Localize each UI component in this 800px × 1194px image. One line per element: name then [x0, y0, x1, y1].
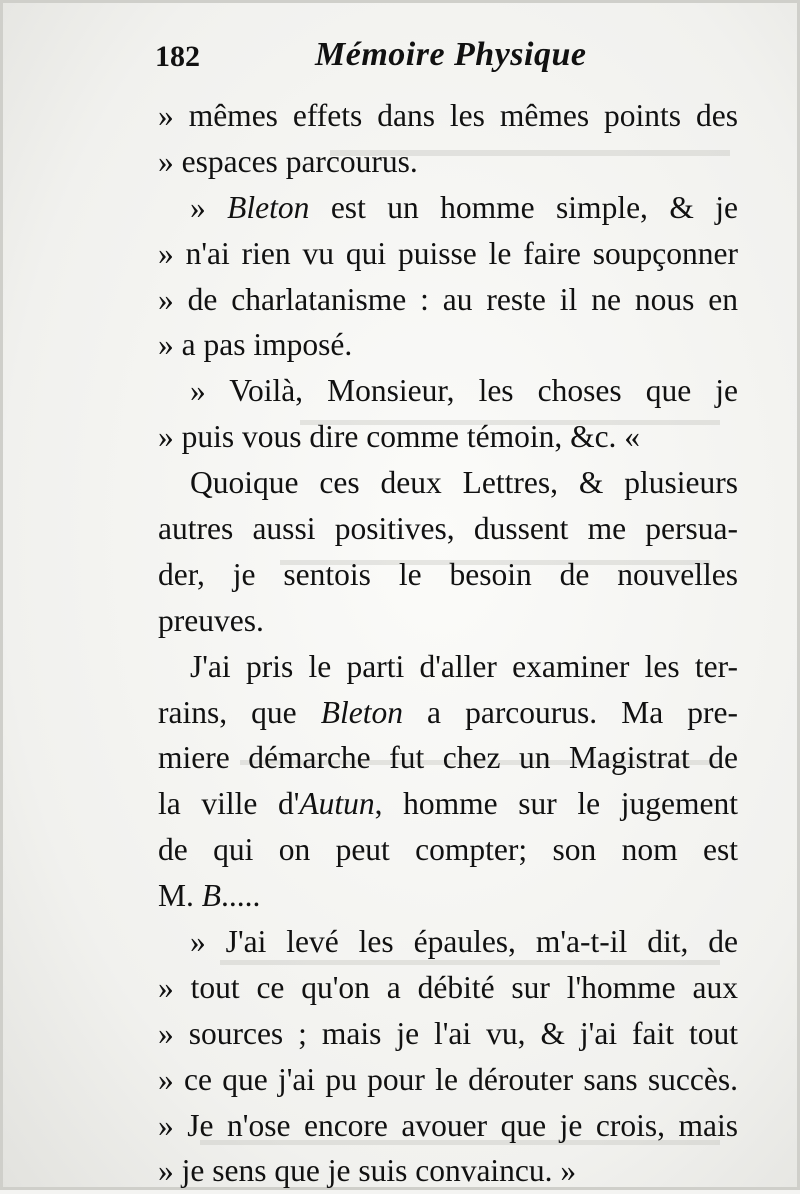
text-line [158, 965, 738, 1011]
line-prefix: » [190, 189, 228, 225]
line-text: a parcourus. Ma pre- [402, 694, 738, 730]
line-text: » tout ce qu'on a débité sur l'homme aux [158, 969, 738, 1005]
line-text: ..... [221, 878, 261, 914]
page-number: 182 [155, 40, 200, 73]
text-line [158, 873, 738, 919]
italic-name: Autun [299, 786, 375, 822]
line-prefix: M. [158, 878, 202, 914]
line-text: autres aussi positives, dussent me persua- [158, 511, 738, 547]
line-text: miere démarche fut chez un Magistrat de [158, 740, 738, 776]
text-line [158, 644, 738, 690]
line-text: » n'ai rien vu qui puisse le faire soupçonner [158, 235, 738, 271]
line-text: » J'ai levé les épaules, m'a-t-il dit, de [190, 924, 738, 960]
text-line [158, 552, 738, 598]
text-line [158, 1057, 738, 1103]
line-text: preuves. [158, 602, 264, 638]
text-line [158, 414, 738, 460]
body-text [158, 93, 738, 1194]
italic-name: B [201, 878, 222, 914]
text-line [158, 506, 738, 552]
line-text: » sources ; mais je l'ai vu, & j'ai fait tout [158, 1015, 738, 1051]
text-line [158, 1148, 738, 1194]
text-line [158, 368, 738, 414]
line-text: » de charlatanisme : au reste il ne nous en [158, 281, 738, 317]
text-line [158, 277, 738, 323]
text-line [158, 919, 738, 965]
text-line [158, 827, 738, 873]
text-line [158, 781, 738, 827]
line-text: Quoique ces deux Lettres, & plusieurs [190, 465, 738, 501]
line-text: » Je n'ose encore avouer que je crois, mais [158, 1107, 738, 1143]
text-line [158, 1011, 738, 1057]
line-text: » mêmes effets dans les mêmes points des [158, 98, 738, 133]
line-text: der, je sentois le besoin de nouvelles [158, 556, 738, 592]
text-line [158, 1103, 738, 1149]
line-prefix: rains, que [158, 694, 321, 730]
line-text: » puis vous dire comme témoin, &c. « [158, 419, 641, 455]
italic-name: Bleton [227, 189, 310, 225]
text-line [158, 231, 738, 277]
line-prefix: la ville d' [158, 786, 300, 822]
line-text: » espaces parcourus. [158, 143, 418, 179]
line-text: » Voilà, Monsieur, les choses que je [190, 373, 738, 409]
text-line [158, 460, 738, 506]
line-text: , homme sur le jugement [374, 786, 738, 822]
text-line [158, 735, 738, 781]
text-line [158, 139, 738, 185]
line-text: est un homme simple, & je [309, 189, 738, 225]
text-line [158, 322, 738, 368]
text-line [158, 185, 738, 231]
page-header [155, 36, 735, 86]
text-line [158, 690, 738, 736]
text-line [158, 598, 738, 644]
line-text: de qui on peut compter; son nom est [158, 832, 738, 868]
line-text: J'ai pris le parti d'aller examiner les ter- [190, 648, 738, 684]
line-text: » je sens que je suis convaincu. » [158, 1153, 577, 1189]
line-text: » a pas imposé. [158, 327, 353, 363]
italic-name: Bleton [320, 694, 403, 730]
text-line [158, 93, 738, 139]
line-text: » ce que j'ai pu pour le dérouter sans succès. [158, 1061, 738, 1097]
running-head: Mémoire Physique [315, 36, 587, 73]
